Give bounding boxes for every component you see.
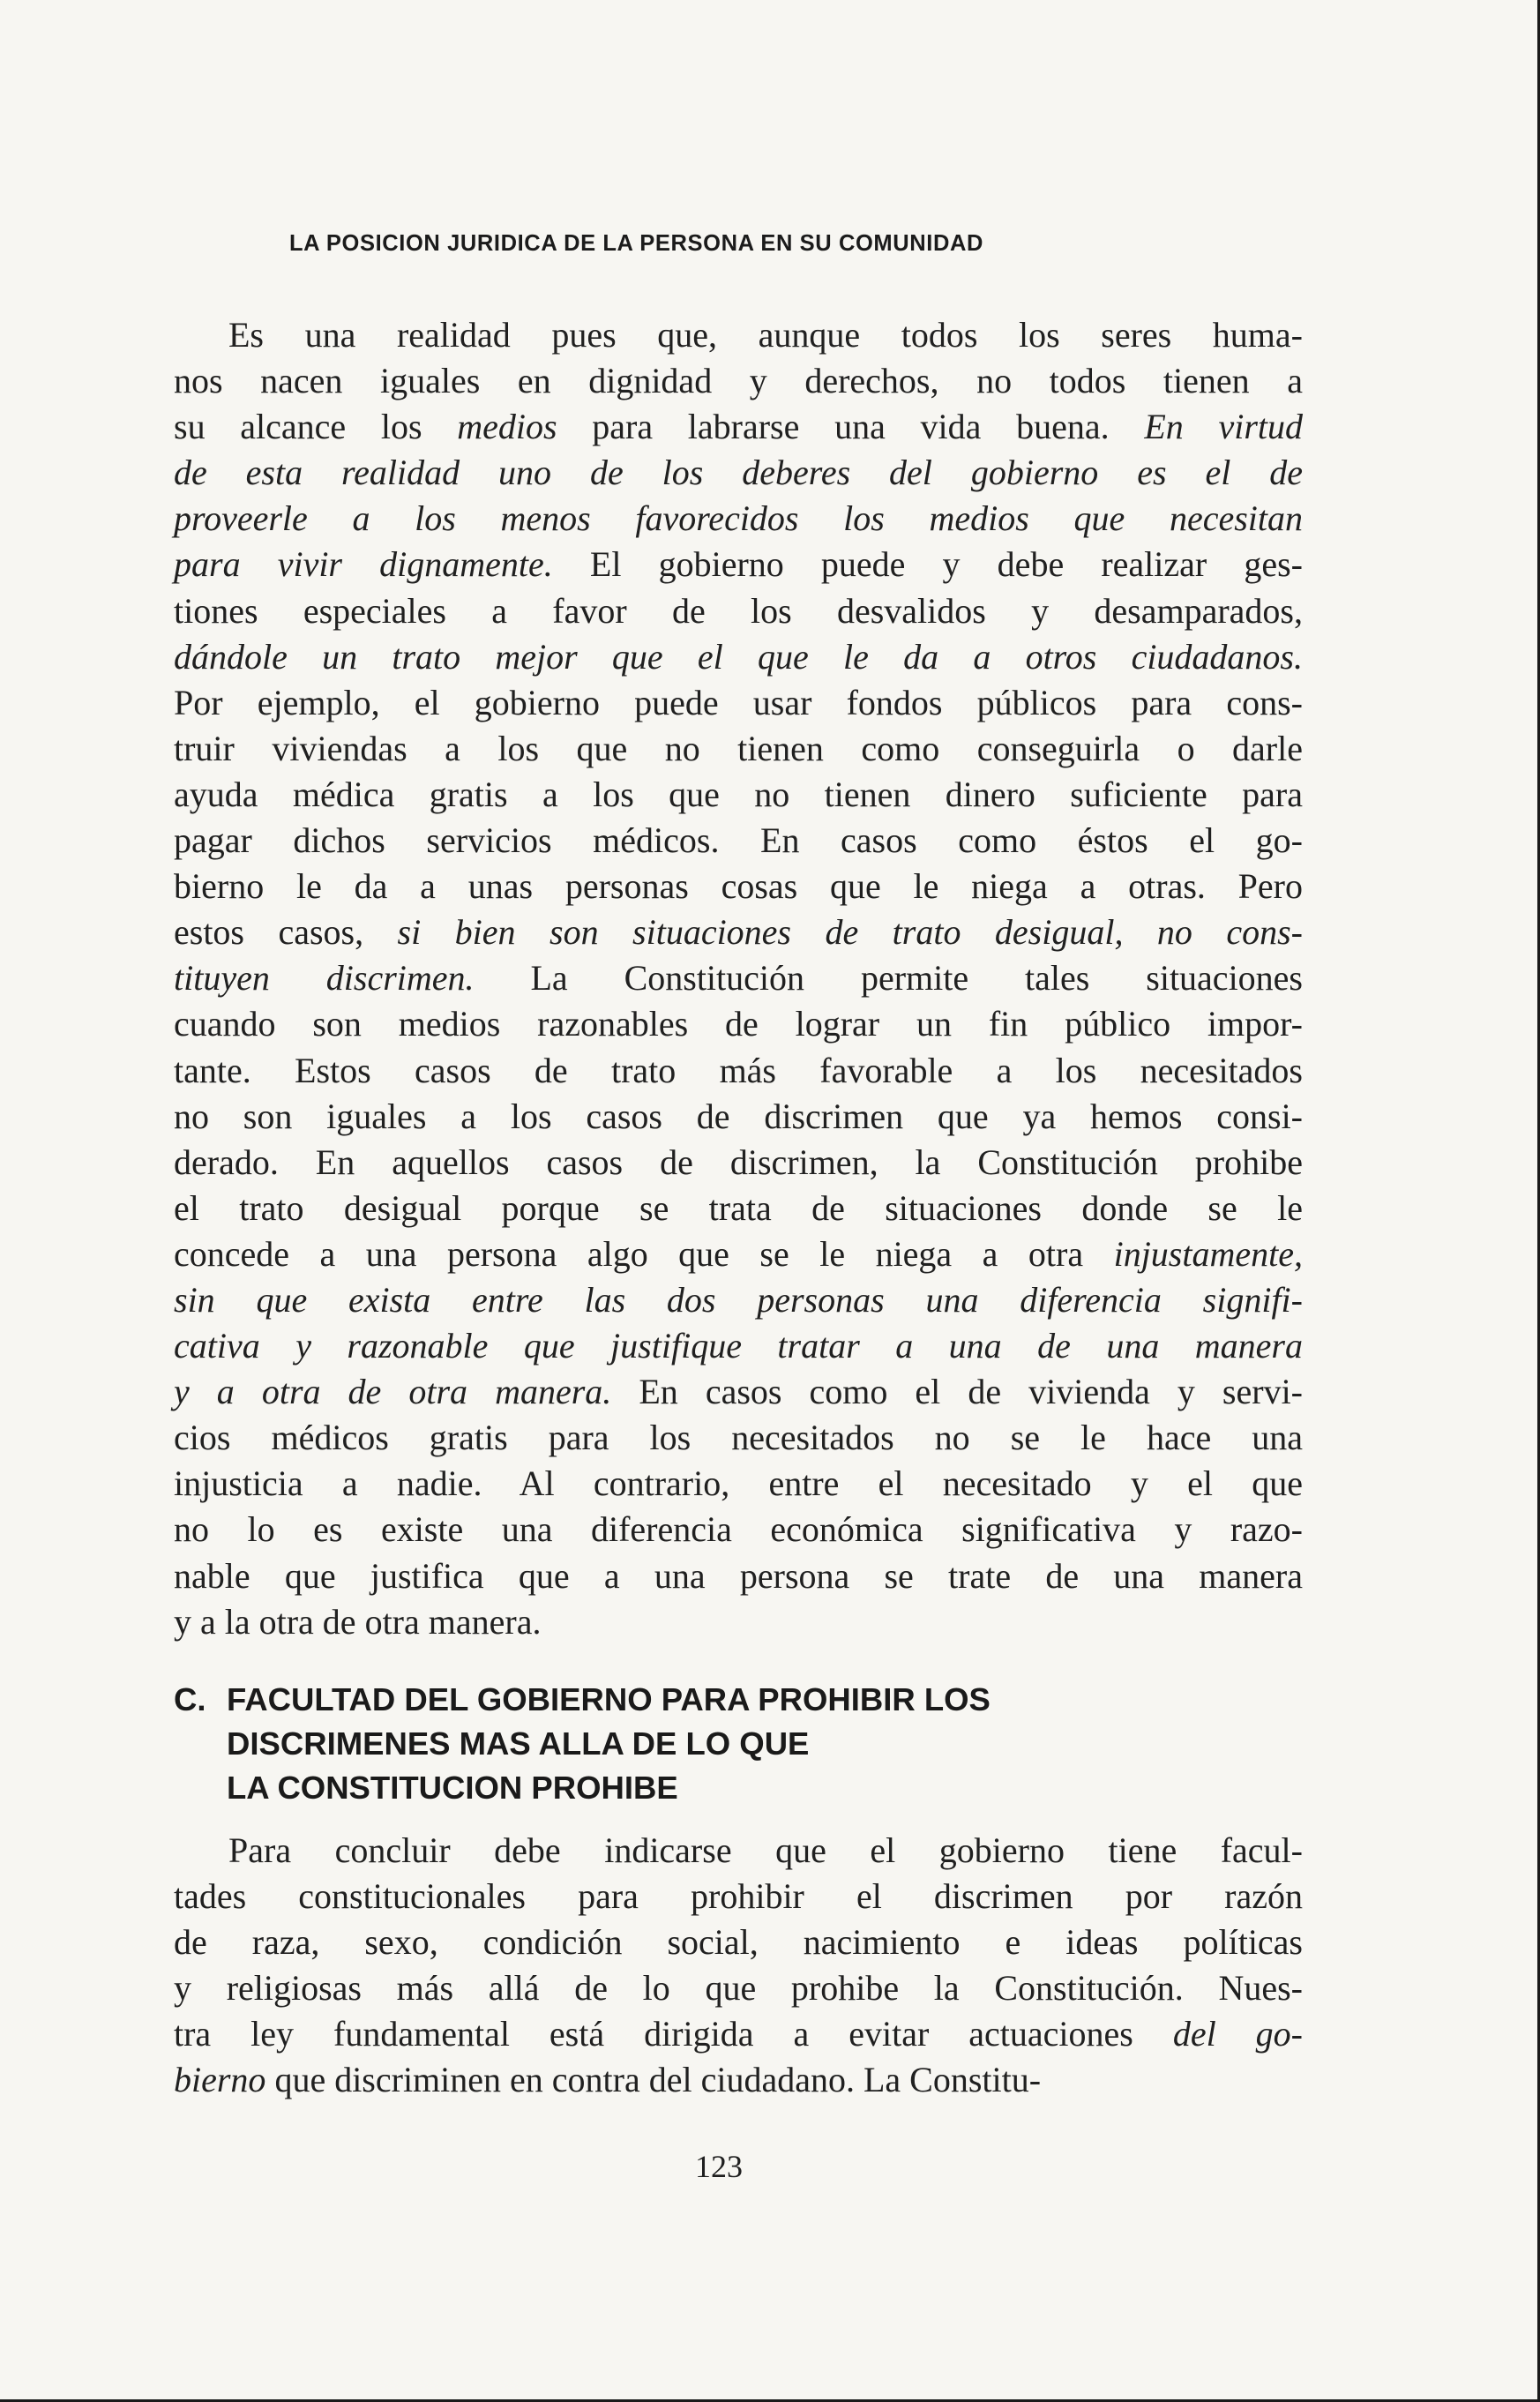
text-run: ayuda médica gratis a los que no tienen dinero suficiente para: [174, 774, 1303, 814]
text-run: El gobierno puede y debe realizar ges-: [552, 544, 1303, 585]
text-line: [174, 1369, 1303, 1415]
text-line: [174, 1094, 1303, 1140]
italic-text: del go-: [1172, 2014, 1303, 2054]
text-line: [174, 818, 1303, 864]
text-run: el trato desigual porque se trata de situaciones donde se le: [174, 1187, 1303, 1228]
italic-text: dándole un trato mejor que el que le da a otros ciudadanos.: [174, 636, 1303, 677]
text-line: [174, 404, 1303, 450]
text-line: [174, 1140, 1303, 1186]
section-heading-c: [174, 1678, 1144, 1810]
italic-text: bierno: [174, 2060, 266, 2100]
text-line: [174, 1048, 1303, 1094]
text-line: [174, 1599, 1303, 1645]
body-paragraph-2: [174, 1828, 1303, 2104]
text-line: [174, 358, 1303, 404]
italic-text: En virtud: [1144, 407, 1303, 447]
text-run: Por ejemplo, el gobierno puede usar fondos públicos para cons-: [174, 682, 1303, 722]
text-line: [174, 1277, 1303, 1323]
text-line: [174, 909, 1303, 955]
section-title-line-2: DISCRIMENES MAS ALLA DE LO QUE: [227, 1725, 810, 1762]
text-run: no lo es existe una diferencia económica significativa y razo-: [174, 1509, 1303, 1550]
text-line: [174, 864, 1303, 909]
body-paragraph-1: [174, 312, 1303, 1645]
text-line: [174, 1323, 1303, 1369]
text-run: tades constitucionales para prohibir el discrimen por razón: [174, 1876, 1303, 1917]
text-line: [174, 542, 1303, 587]
text-line: [174, 1001, 1303, 1047]
text-run: para labrarse una vida buena.: [557, 407, 1145, 447]
italic-text: sin que exista entre las dos personas una diferencia signifi-: [174, 1279, 1303, 1320]
text-run: tante. Estos casos de trato más favorable a los necesitados: [174, 1050, 1303, 1090]
text-line: [174, 1553, 1303, 1599]
text-line: [174, 1507, 1303, 1553]
text-run: nable que justifica que a una persona se trate de una manera: [174, 1555, 1303, 1596]
text-run: no son iguales a los casos de discrimen que ya hemos consi-: [174, 1096, 1303, 1136]
text-run: su alcance los: [174, 407, 458, 447]
text-line: [174, 312, 1303, 358]
text-line: [174, 1415, 1303, 1461]
section-title-line-1: FACULTAD DEL GOBIERNO PARA PROHIBIR LOS: [227, 1681, 991, 1717]
text-run: y a la otra de otra manera.: [174, 1601, 542, 1642]
page-number: 123: [695, 2149, 743, 2184]
italic-text: y a otra de otra manera.: [174, 1372, 612, 1412]
running-head: LA POSICION JURIDICA DE LA PERSONA EN SU COMUNIDAD: [289, 231, 984, 256]
text-run: cuando son medios razonables de lograr un fin público impor-: [174, 1004, 1303, 1044]
text-run: En casos como el de vivienda y servi-: [611, 1372, 1304, 1412]
text-line: [174, 1828, 1303, 1874]
italic-text: de esta realidad uno de los deberes del gobierno es el de: [174, 453, 1303, 493]
text-run: truir viviendas a los que no tienen como conseguirla o darle: [174, 728, 1303, 768]
italic-text: cativa y razonable que justifique tratar a una de una manera: [174, 1326, 1303, 1366]
text-line: [174, 1919, 1303, 1965]
text-run: tra ley fundamental está dirigida a evitar actuaciones: [174, 2014, 1173, 2054]
section-label: C.: [174, 1681, 206, 1717]
italic-text: injustamente,: [1113, 1233, 1303, 1274]
text-line: [174, 1965, 1303, 2011]
text-run: tiones especiales a favor de los desvalidos y desamparados,: [174, 590, 1303, 631]
text-line: [174, 680, 1303, 726]
text-line: [174, 450, 1303, 496]
text-run: cios médicos gratis para los necesitados no se le hace una: [174, 1418, 1303, 1458]
section-title-line-3: LA CONSTITUCION PROHIBE: [227, 1770, 678, 1806]
italic-text: proveerle a los menos favorecidos los medios que necesitan: [174, 498, 1303, 539]
text-line: [174, 2057, 1303, 2103]
text-line: [174, 1874, 1303, 1919]
text-run: nos nacen iguales en dignidad y derechos, no todos tienen a: [174, 361, 1303, 401]
italic-text: medios: [457, 407, 557, 447]
text-run: bierno le da a unas personas cosas que le niega a otras. Pero: [174, 866, 1303, 907]
section-heading-line: [174, 1678, 1144, 1722]
text-line: [174, 955, 1303, 1001]
text-line: [174, 772, 1303, 818]
italic-text: para vivir dignamente.: [174, 544, 553, 585]
text-line: [174, 588, 1303, 634]
text-run: y religiosas más allá de lo que prohibe la Constitución. Nues-: [174, 1968, 1303, 2009]
italic-text: si bien son situaciones de trato desigual, no cons-: [397, 912, 1303, 953]
text-run: de raza, sexo, condición social, nacimiento e ideas políticas: [174, 1922, 1303, 1963]
text-line: [174, 1461, 1303, 1507]
text-run: concede a una persona algo que se le niega a otra: [174, 1233, 1114, 1274]
italic-text: tituyen discrimen.: [174, 958, 475, 999]
text-run: derado. En aquellos casos de discrimen, la Constitución prohibe: [174, 1141, 1303, 1182]
text-line: [174, 2011, 1303, 2057]
text-line: [174, 1231, 1303, 1277]
text-run: que discriminen en contra del ciudadano. La Constitu-: [265, 2060, 1042, 2100]
text-run: pagar dichos servicios médicos. En casos como éstos el go-: [174, 820, 1303, 861]
text-run: estos casos,: [174, 912, 398, 953]
text-run: injusticia a nadie. Al contrario, entre el necesitado y el que: [174, 1463, 1303, 1504]
text-line: [174, 496, 1303, 542]
text-line: [174, 1186, 1303, 1231]
text-run: Para concluir debe indicarse que el gobierno tiene facul-: [228, 1830, 1303, 1870]
text-run: Es una realidad pues que, aunque todos los seres huma-: [228, 315, 1303, 355]
text-line: [174, 726, 1303, 772]
text-run: La Constitución permite tales situaciones: [474, 958, 1303, 999]
text-line: [174, 634, 1303, 680]
